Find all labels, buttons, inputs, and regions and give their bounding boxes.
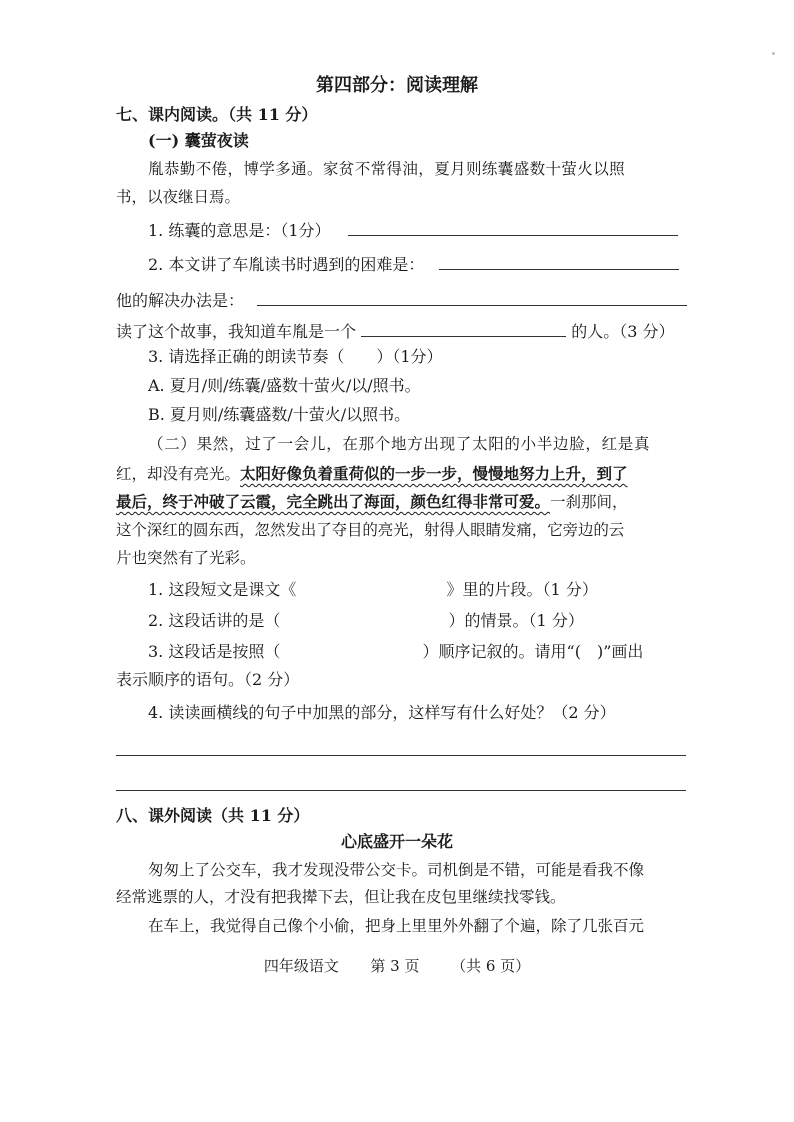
passage2-question-3 <box>148 639 643 662</box>
passage2-line-3 <box>116 492 628 512</box>
passage1-question-3: 3. 请选择正确的朗读节奏（ ）（1分） <box>148 347 443 366</box>
passage1-title: (一) 囊萤夜读 <box>148 131 249 150</box>
question-text: 的人。（3 分） <box>571 322 675 341</box>
question-text: 1. 练囊的意思是：（1分） <box>148 221 331 240</box>
passage2-question-3-cont: 表示顺序的语句。（2 分） <box>116 670 300 689</box>
passage1-line-1: 胤恭勤不倦，博学多通。家贫不常得油，夏月则练囊盛数十萤火以照 <box>148 160 626 178</box>
answer-blank[interactable] <box>285 608 443 626</box>
passage2-line-1: （二）果然，过了一会儿，在那个地方出现了太阳的小半边脸，红是真 <box>148 435 651 453</box>
answer-blank[interactable] <box>439 251 679 270</box>
question-text: 3. 这段话是按照（ <box>148 642 281 661</box>
passage1-question-1 <box>148 217 678 241</box>
option-a[interactable]: A. 夏月/则/练囊/盛数十萤火/以/照书。 <box>148 376 421 395</box>
question-text: ）顺序记叙的。请用“( )”画出 <box>422 642 644 661</box>
passage1-question-2 <box>148 251 679 275</box>
answer-line-1[interactable] <box>116 755 686 756</box>
passage2-question-1 <box>148 577 598 600</box>
underlined-sentence: 最后，终于冲破了云霞，完全跳出了海面，颜色红得非常可爱。 <box>116 492 551 511</box>
question-text: 他的解决办法是： <box>116 291 245 310</box>
section7-heading: 七、课内阅读。（共 11 分） <box>116 105 318 124</box>
passage2-line-5: 片也突然有了光彩。 <box>116 549 256 567</box>
answer-line-2[interactable] <box>116 790 686 791</box>
story-line-2: 经常逃票的人，才没有把我撵下去，但让我在皮包里继续找零钱。 <box>116 888 566 906</box>
section8-heading: 八、课外阅读（共 11 分） <box>116 806 310 825</box>
passage-text: 红，却没有亮光。 <box>116 465 241 483</box>
passage2-question-2 <box>148 608 584 631</box>
underlined-sentence: 太阳好像负着重荷似的一步一步，慢慢地努力上升，到了 <box>240 464 628 483</box>
scan-speck <box>772 52 775 55</box>
option-b[interactable]: B. 夏月则/练囊盛数/十萤火/以照书。 <box>148 405 411 424</box>
passage1-question-2-solution <box>116 287 687 311</box>
footer-subject: 四年级语文 <box>263 957 339 975</box>
question-text: 》里的片段。（1 分） <box>446 580 598 599</box>
footer-page: 第 3 页 <box>370 957 420 975</box>
passage2-line-2 <box>116 464 628 484</box>
footer-total: （共 6 页） <box>451 957 531 975</box>
story-line-1: 匆匆上了公交车，我才发现没带公交卡。司机倒是不错，可能是看我不像 <box>148 861 645 879</box>
answer-blank[interactable] <box>301 577 441 595</box>
passage1-line-2: 书，以夜继日焉。 <box>116 188 241 206</box>
passage-text: 一刹那间， <box>550 493 628 511</box>
passage2-question-4: 4. 读读画横线的句子中加黑的部分，这样写有什么好处？（2 分） <box>148 703 616 722</box>
answer-blank[interactable] <box>361 318 566 337</box>
answer-blank[interactable] <box>348 217 678 236</box>
question-text: 读了这个故事，我知道车胤是一个 <box>116 322 357 341</box>
question-text: ）的情景。（1 分） <box>448 611 584 630</box>
question-text: 1. 这段短文是课文《 <box>148 580 297 599</box>
page-footer <box>0 956 794 976</box>
question-text: 2. 本文讲了车胤读书时遇到的困难是： <box>148 255 425 274</box>
passage2-line-4: 这个深红的圆东西，忽然发出了夺目的亮光，射得人眼睛发痛，它旁边的云 <box>116 521 625 539</box>
story-title: 心底盛开一朵花 <box>340 832 453 851</box>
story-line-3: 在车上，我觉得自己像个小偷，把身上里里外外翻了个遍，除了几张百元 <box>148 917 645 935</box>
page-title: 第四部分：阅读理解 <box>316 75 478 96</box>
answer-blank[interactable] <box>257 287 687 306</box>
question-text: 2. 这段话讲的是（ <box>148 611 281 630</box>
answer-blank[interactable] <box>285 639 417 657</box>
passage1-question-2-story <box>116 318 674 342</box>
